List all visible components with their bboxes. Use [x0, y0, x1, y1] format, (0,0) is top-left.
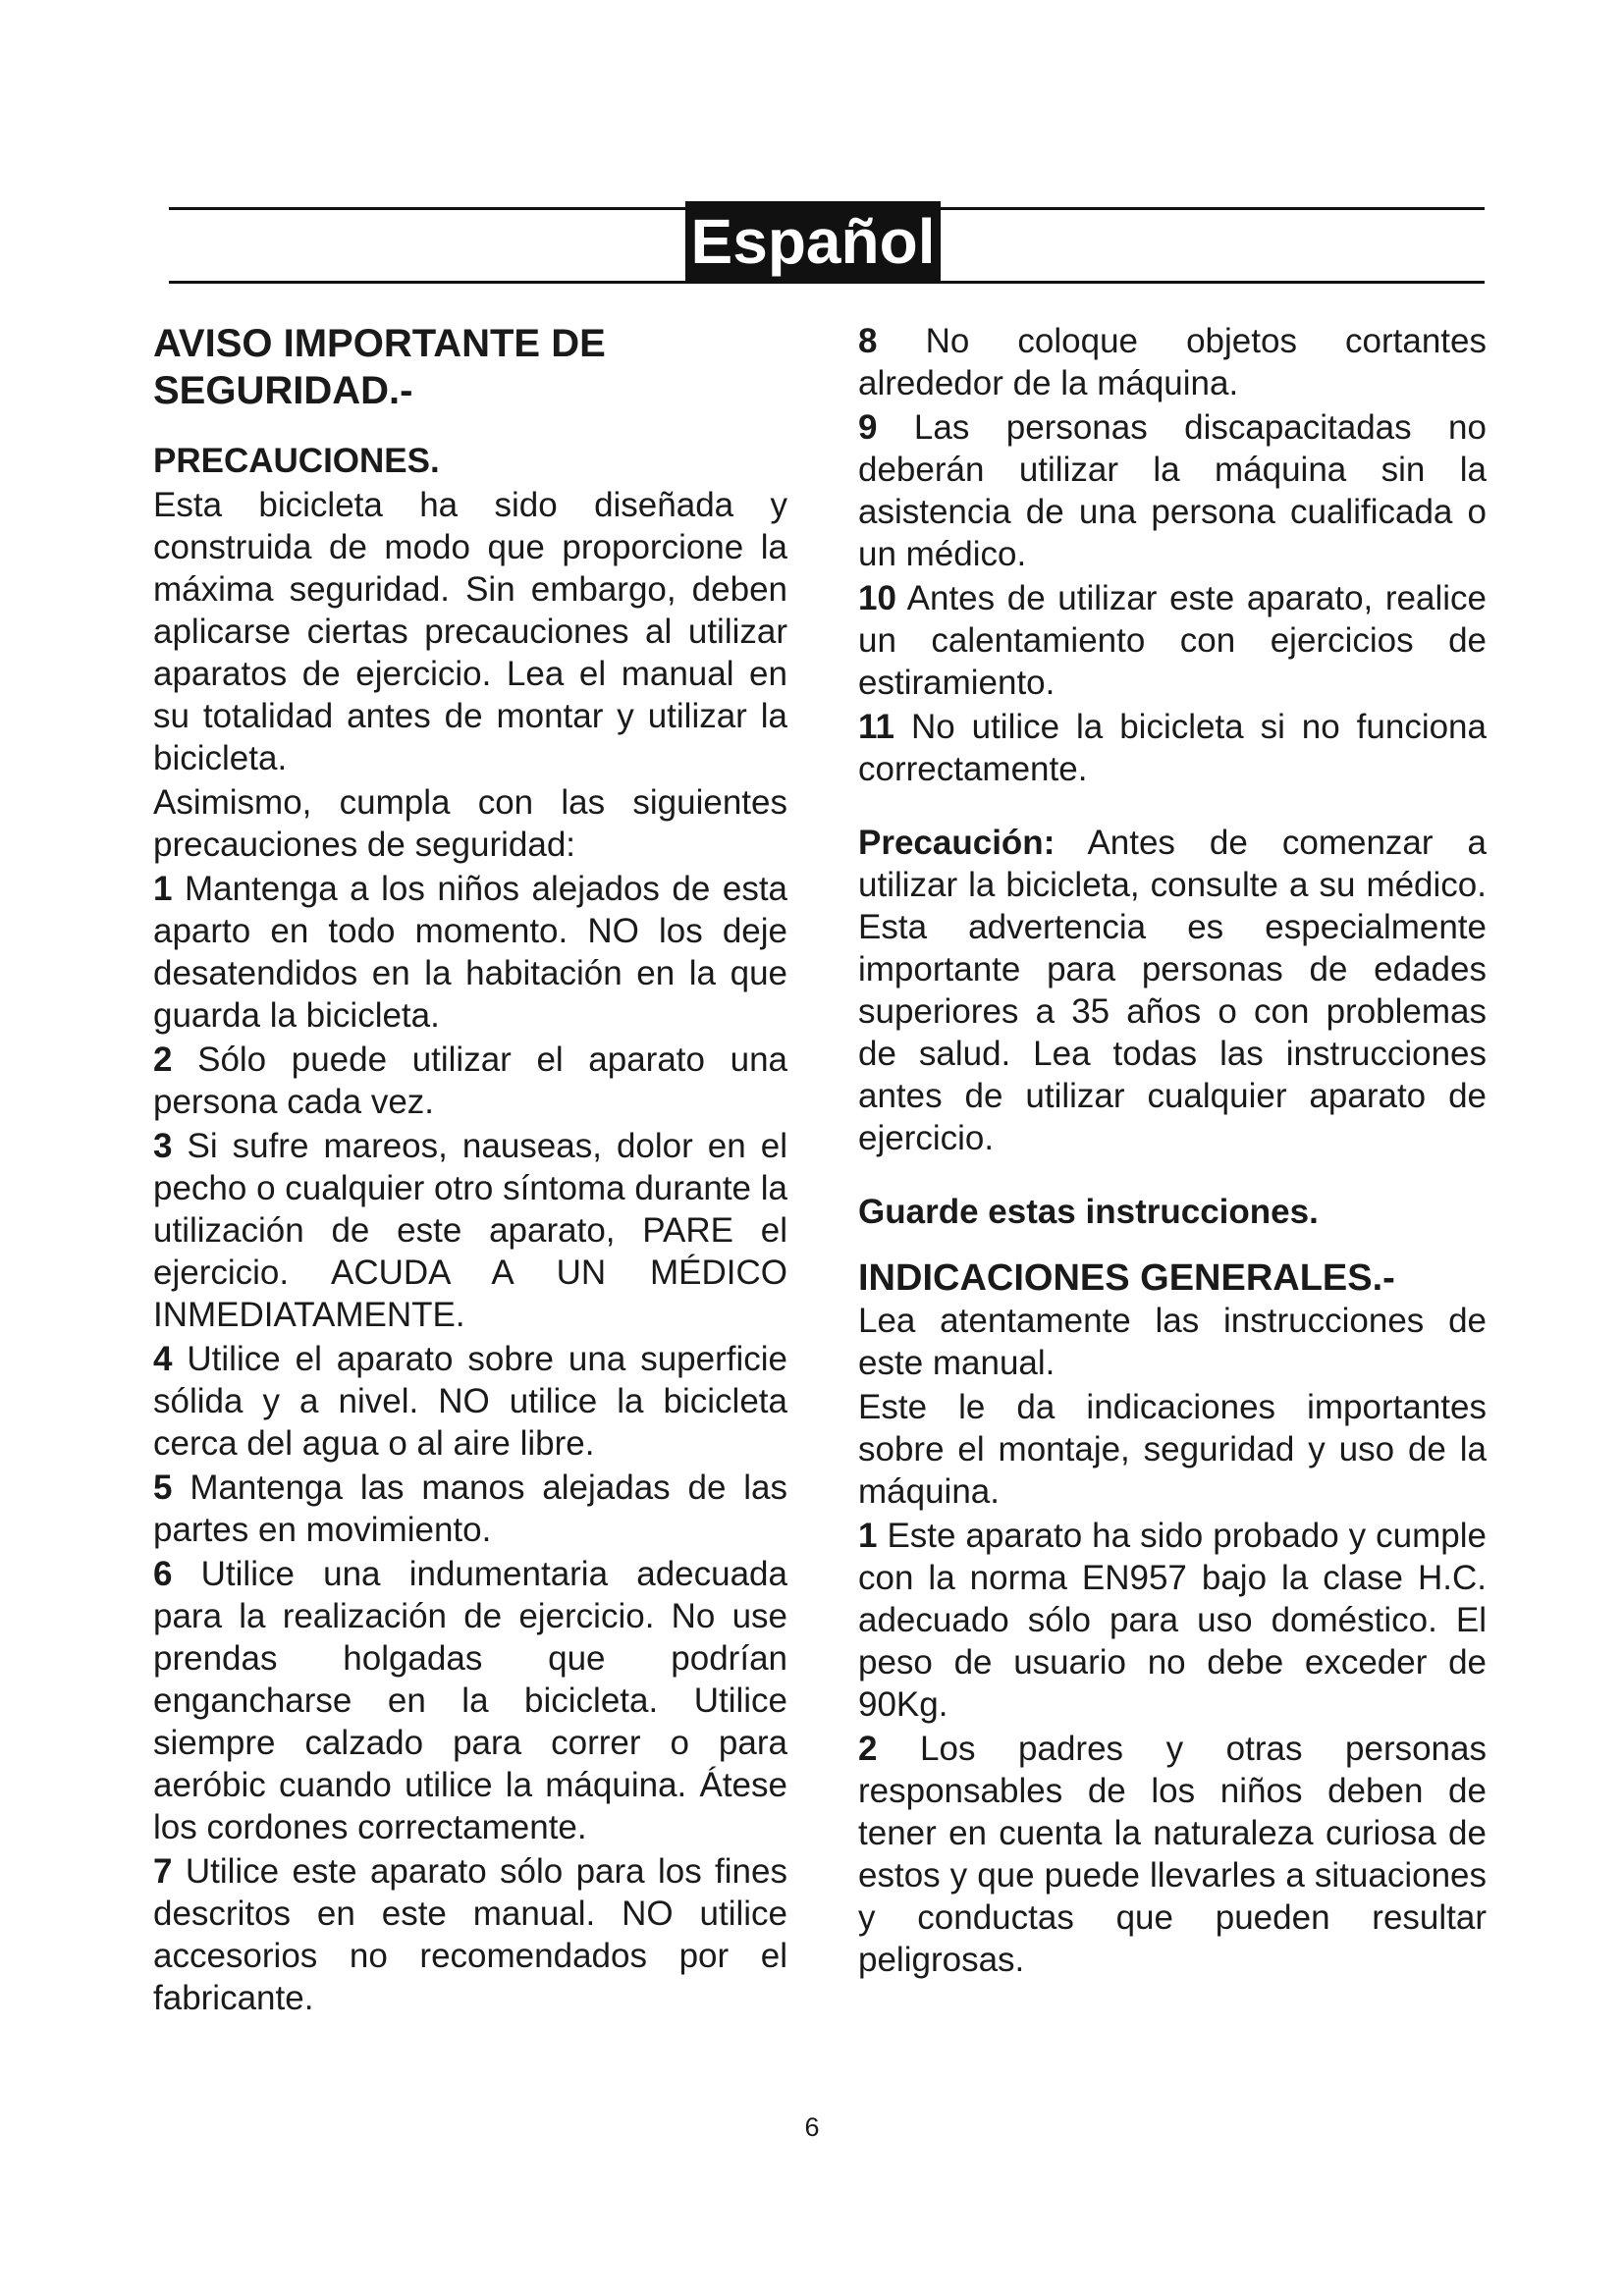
list-item [153, 1467, 787, 1551]
caution-paragraph [858, 822, 1487, 1159]
item-number: 10 [858, 579, 896, 617]
item-text: Antes de utilizar este aparato, realice un calentamiento con ejercicios de estiramiento. [858, 579, 1487, 702]
item-text: Mantenga a los niños alejados de esta aparto en todo momento. NO los deje desatendidos en la habitación en la que guarda la bicicleta. [153, 870, 788, 1035]
list-item [858, 406, 1487, 575]
item-text: Utilice una indumentaria adecuada para la realización de ejercicio. No use prendas holgadas que podrían engancharse en la bicicleta. Utilice siempre calzado para correr o para aeróbic cuando utilice la máquina. Átese los cordones correctamente. [153, 1555, 787, 1846]
item-text: Este aparato ha sido probado y cumple con la norma EN957 bajo la clase H.C. adecuado sólo para uso doméstico. El peso de usuario no debe exceder de 90Kg. [858, 1517, 1487, 1724]
list-item [153, 1850, 787, 2019]
item-text: Mantenga las manos alejadas de las partes en movimiento. [153, 1468, 787, 1549]
safety-title: AVISO IMPORTANTE DE SEGURIDAD.- [153, 322, 606, 412]
caution-text: Antes de comenzar a utilizar la bicicleta, consulte a su médico. Esta advertencia es especialmente importante para personas de edades superiores a 35 años o con problemas de salud. Lea todas las instrucciones antes de utilizar cualquier aparato de ejercicio. [858, 824, 1487, 1157]
intro-paragraph: Esta bicicleta ha sido diseñada y construida de modo que proporcione la máxima seguridad. Sin embargo, deben aplicarse ciertas precauciones al utilizar aparatos de ejercicio. Lea el manual en su totalidad antes de montar y utilizar la bicicleta. [153, 486, 787, 777]
intro-paragraph-2: Asimismo, cumpla con las siguientes precauciones de seguridad: [153, 783, 787, 864]
language-label: Español [685, 201, 941, 282]
item-text: Utilice el aparato sobre una superficie sólida y a nivel. NO utilice la bicicleta cerca del agua o al aire libre. [153, 1340, 787, 1463]
item-number: 8 [858, 322, 878, 360]
item-number: 11 [858, 708, 894, 746]
list-item [858, 320, 1487, 404]
left-column [153, 320, 787, 2021]
item-number: 7 [153, 1852, 173, 1891]
list-item [153, 1553, 787, 1848]
item-text: No utilice la bicicleta si no funciona correctamente. [858, 708, 1487, 788]
list-item [153, 1338, 787, 1465]
item-text: Si sufre mareos, nauseas, dolor en el pecho o cualquier otro síntoma durante la utilización de este aparato, PARE el ejercicio. ACUDA A UN MÉDICO INMEDIATAMENTE. [153, 1127, 787, 1334]
precautions-heading: PRECAUCIONES. [153, 442, 440, 480]
list-item [153, 1125, 787, 1336]
save-instructions: Guarde estas instrucciones. [858, 1193, 1319, 1231]
item-text: Sólo puede utilizar el aparato una persona cada vez. [153, 1041, 788, 1121]
general-intro: Lea atentamente las instrucciones de este manual. [858, 1302, 1487, 1382]
list-item [153, 868, 787, 1037]
list-item [858, 1728, 1487, 1981]
list-item [858, 577, 1487, 704]
general-heading: INDICACIONES GENERALES.- [858, 1257, 1395, 1299]
item-number: 3 [153, 1127, 173, 1165]
right-column [858, 320, 1487, 1983]
item-text: Los padres y otras personas responsables de los niños deben de tener en cuenta la naturaleza curiosa de estos y que puede llevarles a situaciones y conductas que pueden resultar peligrosas. [858, 1730, 1487, 1979]
item-number: 1 [858, 1517, 878, 1555]
list-item [153, 1039, 787, 1123]
item-number: 5 [153, 1468, 173, 1507]
item-number: 2 [153, 1041, 173, 1079]
item-number: 1 [153, 870, 173, 908]
item-text: No coloque objetos cortantes alrededor de la máquina. [858, 322, 1487, 402]
list-item [858, 1515, 1487, 1726]
general-intro-2: Este le da indicaciones importantes sobre el montaje, seguridad y uso de la máquina. [858, 1388, 1487, 1511]
list-item [858, 706, 1487, 790]
item-text: Las personas discapacitadas no deberán utilizar la máquina sin la asistencia de una persona cualificada o un médico. [858, 408, 1487, 573]
caution-label: Precaución: [858, 824, 1056, 862]
item-number: 2 [858, 1730, 878, 1768]
item-number: 6 [153, 1555, 173, 1593]
item-number: 4 [153, 1340, 173, 1378]
item-number: 9 [858, 408, 878, 447]
page-number: 6 [804, 2112, 820, 2142]
item-text: Utilice este aparato sólo para los fines descritos en este manual. NO utilice accesorios no recomendados por el fabricante. [153, 1852, 787, 2017]
